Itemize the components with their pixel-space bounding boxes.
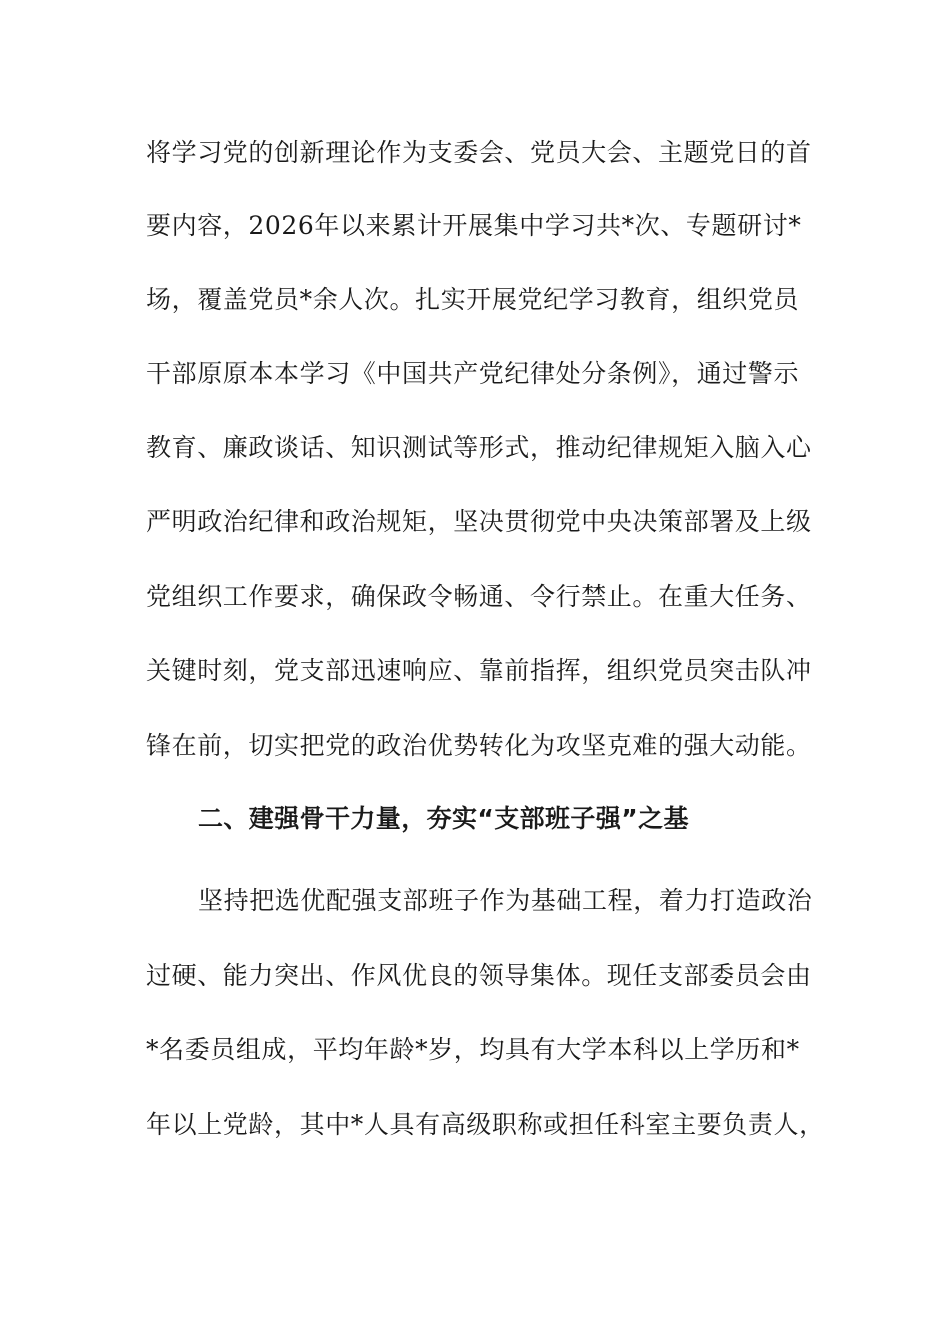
text-line: 坚持把选优配强支部班子作为基础工程，着力打造政治 — [198, 886, 813, 915]
text-line: 教育、廉政谈话、知识测试等形式，推动纪律规矩入脑入心 — [146, 433, 812, 462]
text-line: 关键时刻，党支部迅速响应、靠前指挥，组织党员突击队冲 — [146, 656, 812, 685]
text-line: 年以上党龄，其中*人具有高级职称或担任科室主要负责人， — [146, 1110, 825, 1139]
section-heading: 二、建强骨干力量，夯实“支部班子强”之基 — [198, 804, 689, 833]
text-line: 要内容，2026年以来累计开展集中学习共*次、专题研讨* — [146, 211, 802, 240]
text-line: 将学习党的创新理论作为支委会、党员大会、主题党日的首 — [146, 138, 812, 167]
text-line: 干部原原本本学习《中国共产党纪律处分条例》，通过警示 — [146, 359, 800, 388]
text-line: 场，覆盖党员*余人次。扎实开展党纪学习教育，组织党员 — [146, 285, 800, 314]
text-line: *名委员组成，平均年龄*岁，均具有大学本科以上学历和* — [146, 1035, 800, 1064]
text-line: 党组织工作要求，确保政令畅通、令行禁止。在重大任务、 — [146, 582, 812, 611]
text-line: 锋在前，切实把党的政治优势转化为攻坚克难的强大动能。 — [146, 731, 812, 760]
text-line: 严明政治纪律和政治规矩，坚决贯彻党中央决策部署及上级 — [146, 507, 812, 536]
text-line: 过硬、能力突出、作风优良的领导集体。现任支部委员会由 — [146, 961, 812, 990]
